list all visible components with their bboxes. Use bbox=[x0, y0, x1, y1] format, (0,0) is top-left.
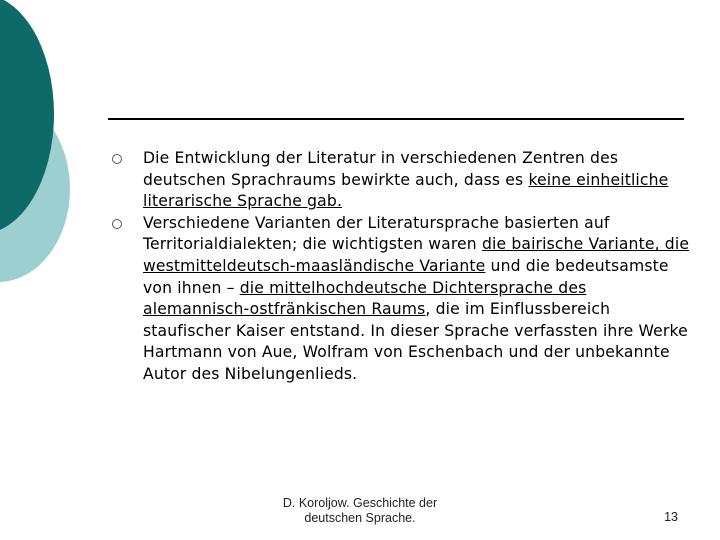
bullet-circle-icon bbox=[112, 219, 122, 229]
bullet-text-2-part-3: und die bedeutsamste von ihnen – bbox=[143, 256, 669, 297]
bullet-text-2-part-5: , die im Einflussbereich staufischer Kaiser entstand. In dieser Sprache verfassten ihre Werke Hartmann von Aue, Wolfram von Eschenbach und der unbekannte Autor des Nibelungenlieds. bbox=[143, 300, 688, 383]
bullet-text-1-part-2: keine einheitliche literarische Sprache gab. bbox=[143, 170, 669, 211]
bullet-text-2-part-1: Verschiedene Varianten der Literatursprache basierten auf Territorialdialekten; die wichtigsten waren bbox=[143, 213, 610, 254]
footer-line-2: deutschen Sprache. bbox=[304, 511, 416, 525]
bullet-text-1-part-1: Die Entwicklung der Literatur in verschiedenen Zentren des deutschen Sprachraums bewirkte auch, dass es bbox=[143, 149, 619, 189]
bullet-item-2 bbox=[112, 213, 692, 386]
page-number: 13 bbox=[664, 510, 678, 524]
footer-line-1: D. Koroljow. Geschichte der bbox=[282, 496, 438, 510]
bullet-item-1 bbox=[112, 148, 692, 213]
bullet-text-2-part-2: die bairische Variante, die westmitteldeutsch-maasländische Variante bbox=[143, 235, 690, 275]
bullet-text-2-part-4: die mittelhochdeutsche Dichtersprache des alemannisch-ostfränkischen Raums bbox=[143, 278, 587, 319]
title-divider-line bbox=[108, 118, 684, 120]
bullet-list bbox=[112, 148, 692, 386]
bullet-circle-icon bbox=[112, 154, 122, 164]
footer-citation bbox=[260, 496, 460, 526]
